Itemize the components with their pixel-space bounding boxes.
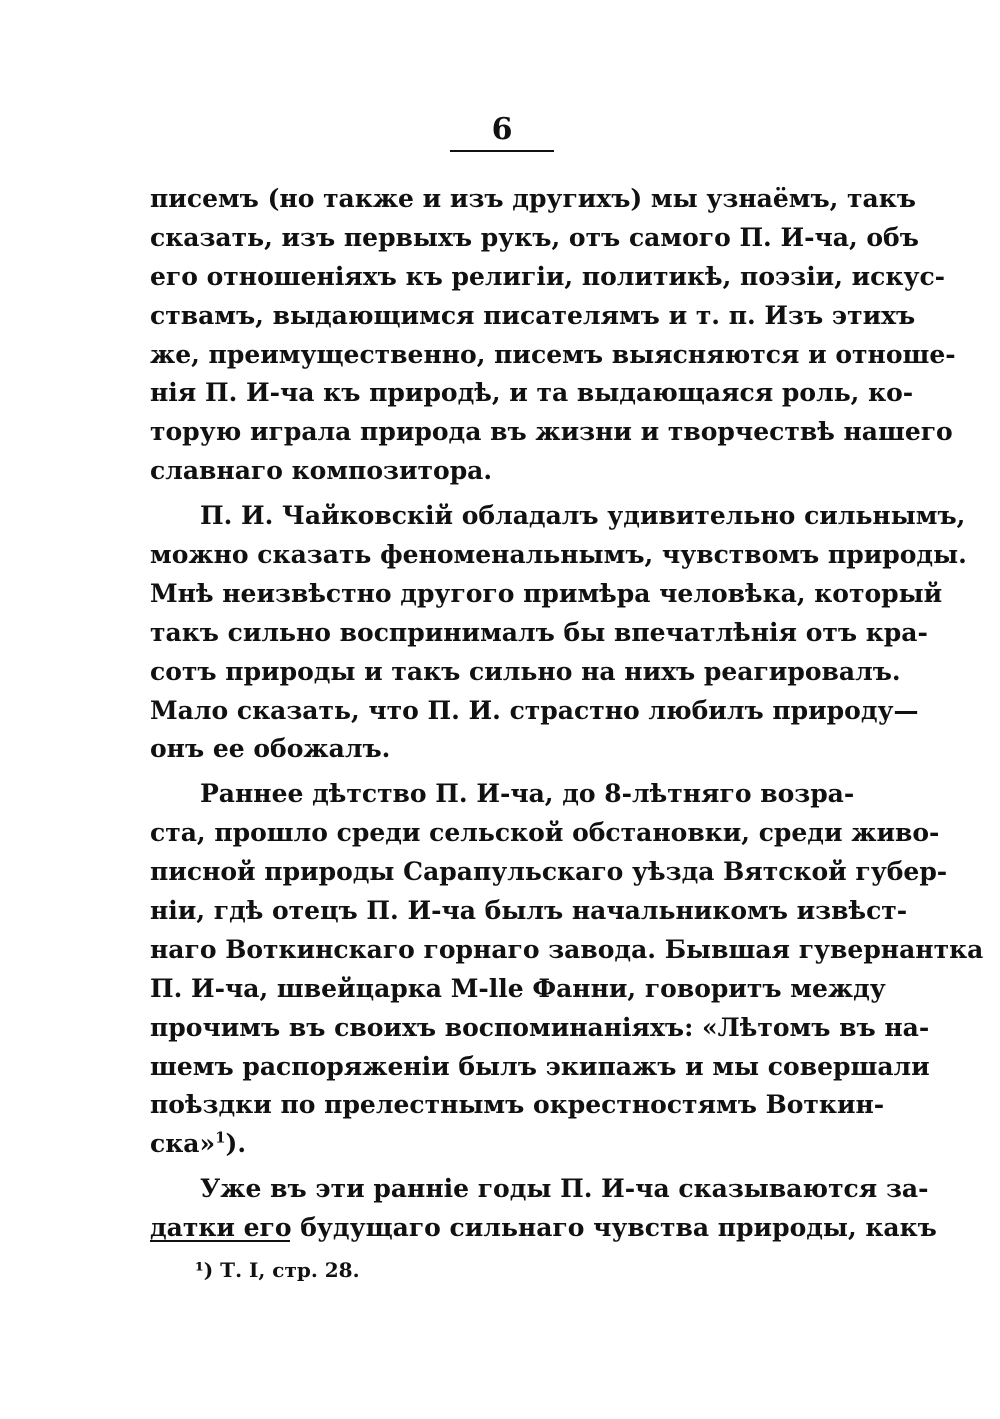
text-line: Раннее дѣтство П. И-ча, до 8-лѣтняго возра- (200, 779, 855, 809)
line-text: ска» (150, 1129, 216, 1159)
text-line: ствамъ, выдающимся писателямъ и т. п. Изъ этихъ (150, 300, 916, 330)
text-line: такъ сильно воспринималъ бы впечатлѣнія отъ кра- (150, 617, 928, 647)
text-line: датки его будущаго сильнаго чувства природы, какъ (150, 1213, 937, 1243)
footnote-rule (150, 1240, 290, 1242)
text-line: писной природы Сарапульскаго уѣзда Вятской губер- (150, 857, 948, 887)
page-number: 6 (491, 112, 513, 147)
body-text (150, 180, 984, 1248)
text-line: П. И. Чайковскій обладалъ удивительно сильнымъ, (200, 501, 966, 531)
text-line: писемъ (но также и изъ другихъ) мы узнаёмъ, такъ (150, 184, 916, 213)
text-line: П. И-ча, швейцарка М-lle Фанни, говоритъ между (150, 973, 886, 1003)
text-line: шемъ распоряженіи былъ экипажъ и мы совершали (150, 1051, 930, 1081)
text-line: славнаго композитора. (150, 456, 493, 486)
text-line: ніи, гдѣ отецъ П. И-ча былъ начальникомъ извѣст- (150, 896, 908, 926)
text-line: можно сказать феноменальнымъ, чувствомъ природы. (150, 540, 967, 570)
text-line: нія П. И-ча къ природѣ, и та выдающаяся роль, ко- (150, 378, 914, 408)
text-line: наго Воткинскаго горнаго завода. Бывшая гувернантка (150, 934, 984, 964)
text-line: Уже въ эти ранніе годы П. И-ча сказываются за- (200, 1174, 929, 1204)
footnote: ¹) Т. I, стр. 28. (195, 1258, 360, 1282)
text-line: Мало сказать, что П. И. страстно любилъ природу— (150, 695, 919, 725)
footnote-reference[interactable]: 1 (215, 1129, 226, 1148)
text-line: поѣздки по прелестнымъ окрестностямъ Воткин- (150, 1090, 885, 1120)
text-line: онъ ее обожалъ. (150, 734, 391, 764)
line-text-tail: ). (225, 1129, 247, 1159)
text-line: Мнѣ неизвѣстно другого примѣра человѣка, который (150, 578, 943, 608)
text-line: торую играла природа въ жизни и творчествѣ нашего (150, 417, 953, 447)
text-line: же, преимущественно, писемъ выясняются и отноше- (150, 339, 956, 369)
text-line: сказать, изъ первыхъ рукъ, отъ самого П. И-ча, объ (150, 222, 919, 252)
text-line: сотъ природы и такъ сильно на нихъ реагировалъ. (150, 656, 901, 686)
text-line: его отношеніяхъ къ религіи, политикѣ, поэзіи, искус- (150, 261, 946, 291)
text-line (150, 1125, 852, 1164)
page-number-rule (450, 150, 554, 152)
text-line: прочимъ въ своихъ воспоминаніяхъ: «Лѣтомъ въ на- (150, 1012, 930, 1042)
text-line: ста, прошло среди сельской обстановки, среди живо- (150, 818, 940, 848)
